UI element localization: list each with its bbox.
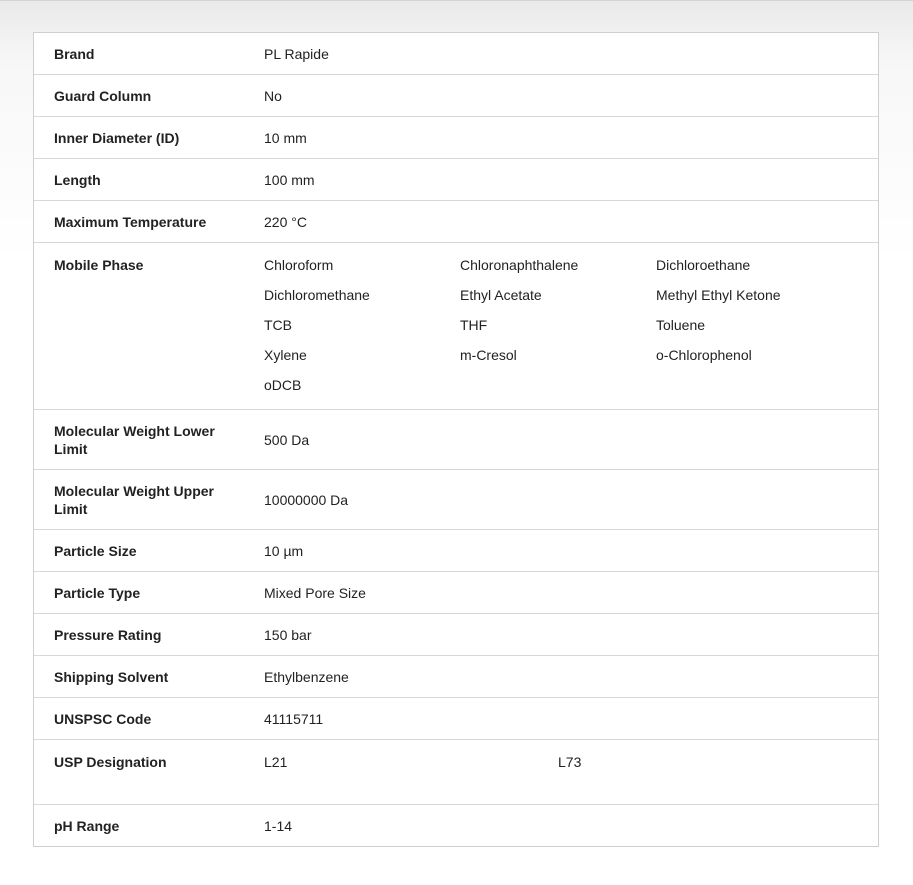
spec-row-particle-size (34, 529, 878, 571)
spec-label: Molecular Weight Lower Limit (54, 422, 215, 457)
spec-row-mw-lower (34, 409, 878, 469)
specifications-table (33, 32, 879, 847)
spec-label: pH Range (54, 817, 120, 834)
spec-value: No (264, 87, 282, 104)
usp-designation-item: L73 (558, 754, 582, 770)
spec-row-ph-range (34, 804, 878, 846)
spec-label: USP Designation (54, 754, 167, 770)
mobile-phase-item: Methyl Ethyl Ketone (656, 287, 781, 303)
mobile-phase-item: Chloronaphthalene (460, 257, 579, 273)
usp-designation-list (264, 740, 758, 804)
mobile-phase-item: Xylene (264, 347, 307, 363)
spec-row-unspsc (34, 697, 878, 739)
spec-value: Ethylbenzene (264, 668, 349, 685)
spec-value: 10000000 Da (264, 491, 349, 508)
spec-value: 1-14 (264, 817, 293, 834)
usp-designation-item: L21 (264, 754, 288, 770)
top-divider (0, 0, 913, 1)
spec-label: Shipping Solvent (54, 668, 169, 685)
spec-label: Brand (54, 45, 95, 62)
spec-value: Mixed Pore Size (264, 584, 366, 601)
mobile-phase-item: o-Chlorophenol (656, 347, 752, 363)
mobile-phase-item: m-Cresol (460, 347, 517, 363)
mobile-phase-item: oDCB (264, 377, 302, 393)
spec-value: 150 bar (264, 626, 312, 643)
spec-row-mobile-phase (34, 242, 878, 409)
mobile-phase-item: Dichloroethane (656, 257, 751, 273)
spec-label: Mobile Phase (54, 257, 144, 273)
spec-value: 10 µm (264, 542, 304, 559)
mobile-phase-item: Chloroform (264, 257, 334, 273)
spec-label: Guard Column (54, 87, 152, 104)
spec-row-length (34, 158, 878, 200)
spec-value: 41115711 (264, 710, 324, 727)
spec-label: Length (54, 171, 101, 188)
spec-value: 500 Da (264, 431, 310, 448)
spec-row-guard-column (34, 74, 878, 116)
mobile-phase-item: Toluene (656, 317, 706, 333)
spec-label: Maximum Temperature (54, 213, 207, 230)
spec-label: Particle Type (54, 584, 141, 601)
spec-label: Inner Diameter (ID) (54, 129, 180, 146)
spec-row-max-temperature (34, 200, 878, 242)
spec-row-inner-diameter (34, 116, 878, 158)
spec-row-mw-upper (34, 469, 878, 529)
spec-row-usp-designation (34, 739, 878, 804)
spec-row-brand (34, 33, 878, 74)
spec-row-shipping-solvent (34, 655, 878, 697)
spec-value: 10 mm (264, 129, 307, 146)
spec-label: UNSPSC Code (54, 710, 152, 727)
mobile-phase-item: Ethyl Acetate (460, 287, 542, 303)
spec-label: Molecular Weight Upper Limit (54, 482, 214, 517)
spec-row-particle-type (34, 571, 878, 613)
spec-value: 220 °C (264, 213, 307, 230)
spec-value: 100 mm (264, 171, 315, 188)
spec-label: Particle Size (54, 542, 137, 559)
spec-label: Pressure Rating (54, 626, 162, 643)
spec-value: PL Rapide (264, 45, 329, 62)
mobile-phase-item: TCB (264, 317, 292, 333)
mobile-phase-list (264, 243, 852, 409)
mobile-phase-item: THF (460, 317, 488, 333)
mobile-phase-item: Dichloromethane (264, 287, 370, 303)
spec-row-pressure-rating (34, 613, 878, 655)
